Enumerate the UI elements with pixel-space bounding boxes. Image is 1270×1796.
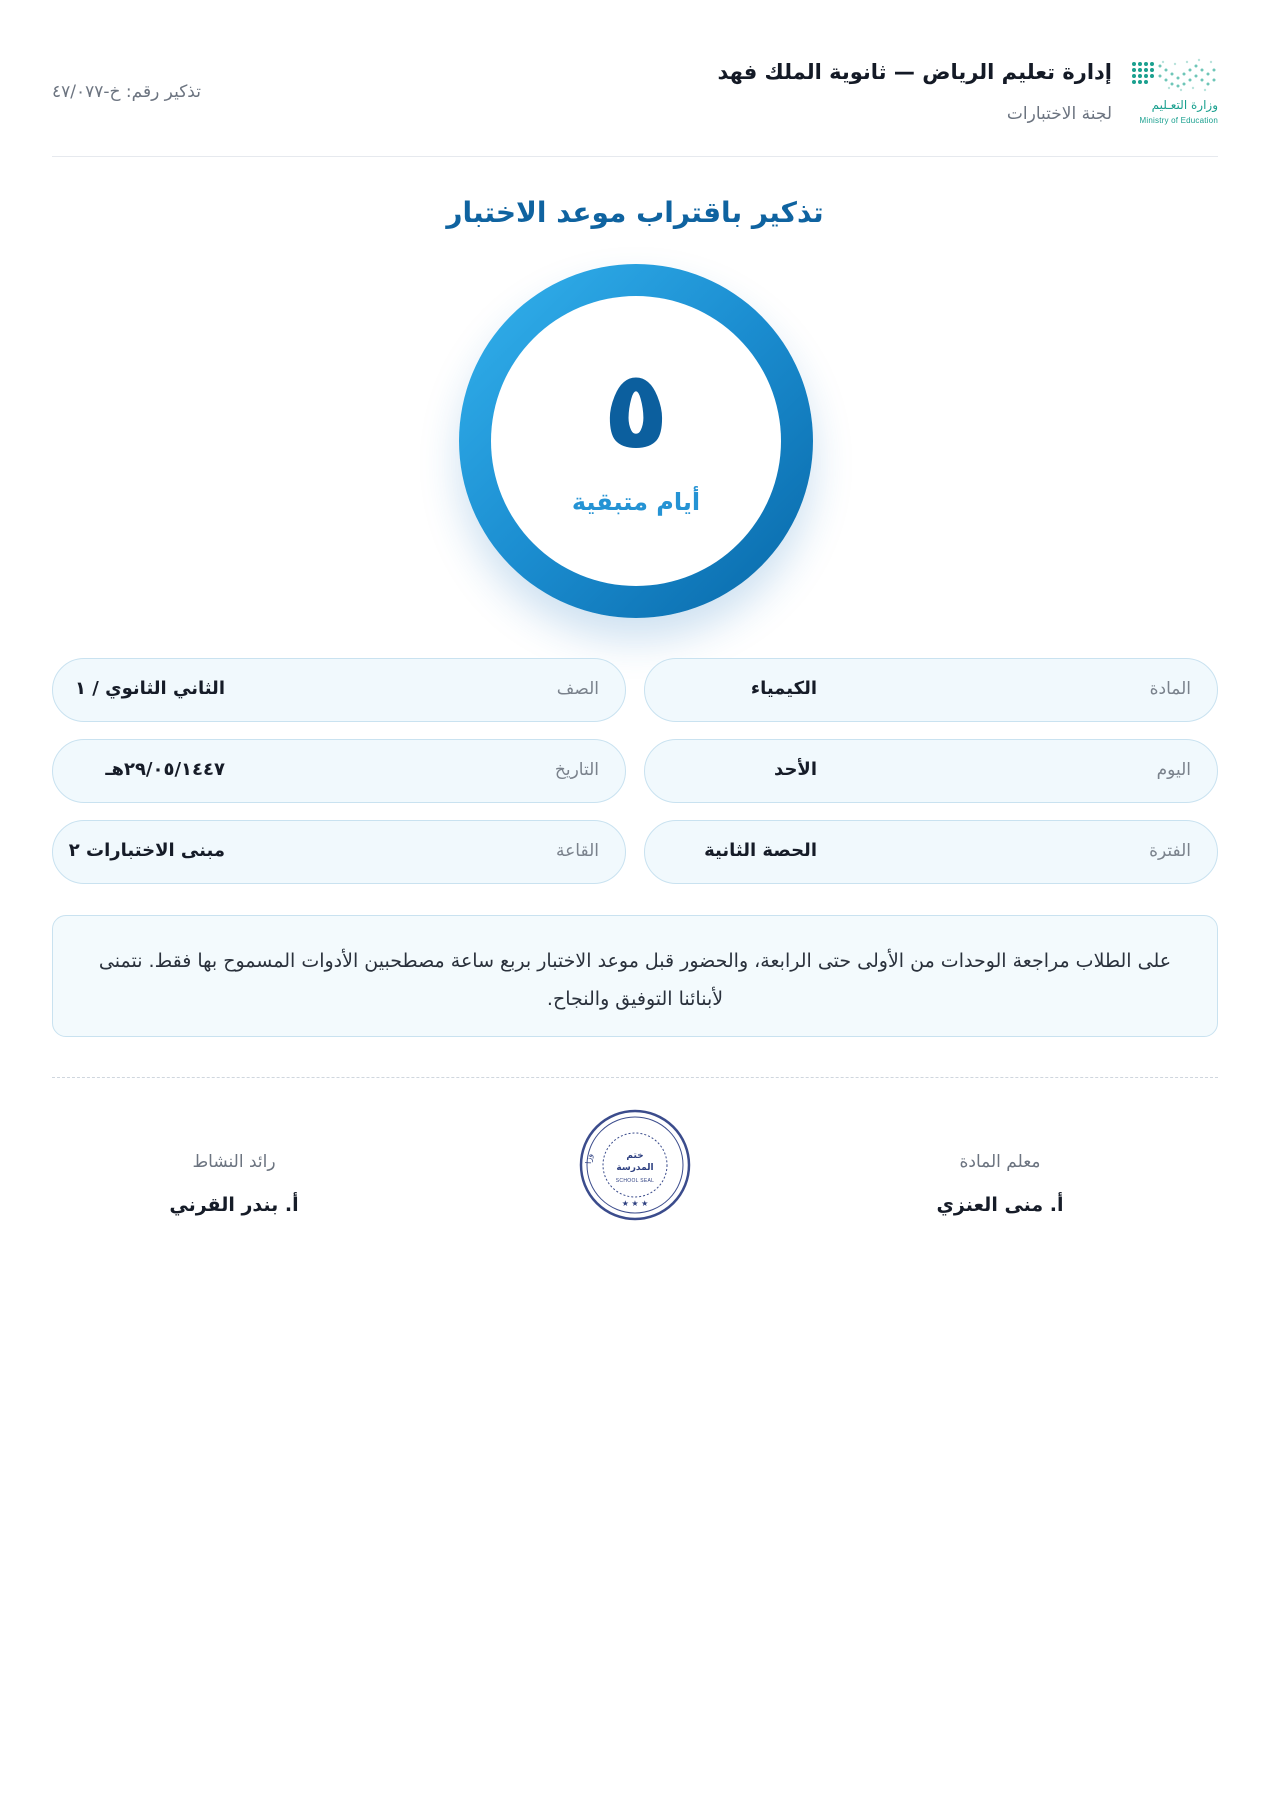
signature-role: معلم المادة	[959, 1152, 1041, 1172]
signature-role: رائد النشاط	[192, 1152, 276, 1172]
detail-label: اليوم	[1156, 760, 1191, 780]
organization-subtitle: لجنة الاختبارات	[1006, 104, 1112, 124]
divider	[52, 1077, 1218, 1078]
detail-value: مبنى الاختبارات ٢	[68, 840, 225, 861]
detail-label: الفترة	[1149, 841, 1191, 861]
detail-label: التاريخ	[554, 760, 599, 780]
detail-hall	[52, 820, 626, 884]
detail-value: الثاني الثانوي / ١	[75, 678, 225, 699]
reference-number: تذكير رقم: خ-٤٧/٠٧٧	[52, 82, 201, 102]
school-stamp	[578, 1108, 692, 1222]
stamp-stars: ★ ★ ★	[621, 1199, 649, 1208]
detail-date	[52, 739, 626, 803]
ministry-logo	[1128, 58, 1218, 130]
stamp-center-text	[578, 1150, 692, 1174]
days-remaining-number: ٥	[603, 348, 669, 473]
organization-title: إدارة تعليم الرياض — ثانوية الملك فهد	[717, 60, 1112, 84]
detail-value: الحصة الثانية	[704, 840, 817, 861]
logo-english-text: Ministry of Education	[1139, 116, 1218, 125]
detail-label: المادة	[1149, 679, 1191, 699]
detail-value: الأحد	[774, 759, 817, 780]
detail-period	[644, 820, 1218, 884]
signature-subject-teacher	[870, 1152, 1130, 1216]
page-title: تذكير باقتراب موعد الاختبار	[446, 196, 824, 229]
instructions-note: على الطلاب مراجعة الوحدات من الأولى حتى الرابعة، والحضور قبل موعد الاختبار بربع ساعة مصطحبين الأدوات المسموح بها فقط. نتمنى لأبنائنا التوفيق والنجاح.	[52, 915, 1218, 1037]
countdown-ring	[459, 264, 813, 618]
signature-name: أ. منى العنزي	[936, 1194, 1064, 1216]
detail-label: القاعة	[556, 841, 599, 861]
logo-arabic-text: وزارة التعـليم	[1151, 98, 1218, 112]
detail-label: الصف	[556, 679, 599, 699]
days-remaining-label: أيام متبقية	[571, 488, 701, 516]
stamp-line-1: ختم	[626, 1151, 644, 1161]
countdown-inner	[491, 296, 781, 586]
ministry-dots-icon	[1130, 58, 1218, 94]
header	[52, 52, 1218, 157]
detail-subject	[644, 658, 1218, 722]
signature-activity-leader	[104, 1152, 364, 1216]
stamp-english-text: SCHOOL SEAL	[615, 1178, 655, 1184]
signature-name: أ. بندر القرني	[169, 1194, 299, 1216]
stamp-line-2: المدرسة	[616, 1163, 654, 1173]
detail-value: ٢٩/٠٥/١٤٤٧هـ	[105, 759, 225, 780]
detail-value: الكيمياء	[750, 678, 817, 699]
stamp-ring-text: وزا	[584, 1152, 595, 1165]
detail-day	[644, 739, 1218, 803]
detail-class	[52, 658, 626, 722]
